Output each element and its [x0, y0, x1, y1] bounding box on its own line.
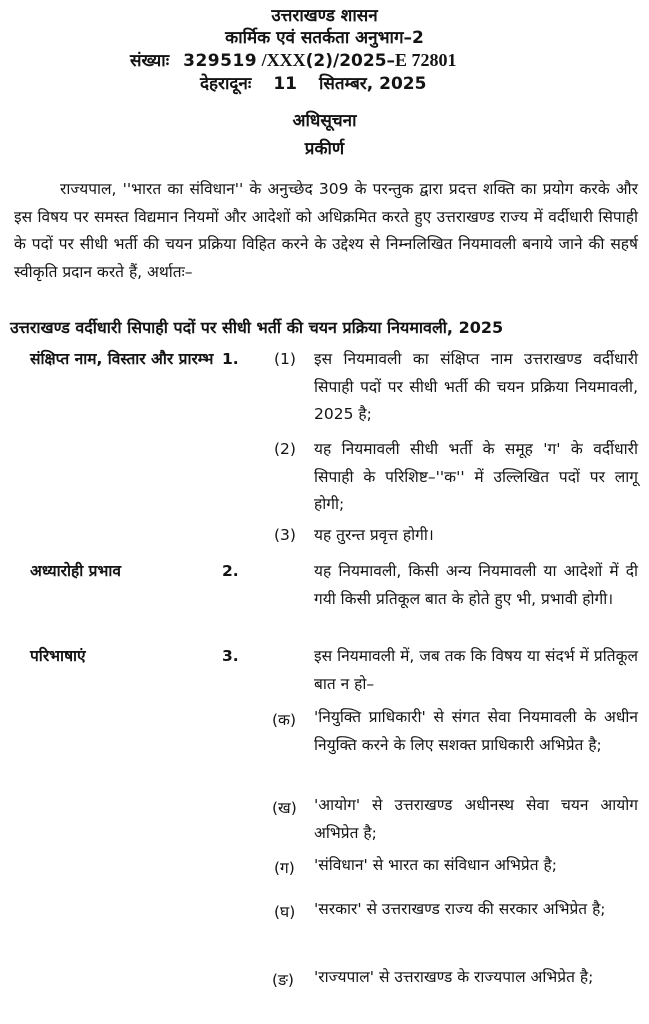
rule-2-text: यह नियमावली, किसी अन्य नियमावली या आदेशों में दी गयी किसी प्रतिकूल बात के होते हुए भी, प्रभावी होगी।: [314, 562, 638, 608]
definition-ka-text: 'नियुक्ति प्राधिकारी' से संगत सेवा नियमावली के अधीन नियुक्ति करने के लिए सशक्त प्राधिकारी अभिप्रेत है;: [314, 708, 638, 754]
definition-nga-text: 'राज्यपाल' से उत्तराखण्ड के राज्यपाल अभिप्रेत है;: [314, 968, 594, 986]
reference-series: XXX: [266, 50, 306, 70]
reference-slash: /: [257, 50, 267, 70]
rules-title: उत्तराखण्ड वर्दीधारी सिपाही पदों पर सीधी भर्ती की चयन प्रक्रिया नियमावली, 2025: [10, 318, 504, 337]
rule-2-number: 2.: [222, 562, 239, 580]
definition-ka-marker: (क): [272, 711, 296, 729]
reference-year: /2025–: [333, 51, 396, 71]
notification-subtitle: प्रकीर्ण: [304, 139, 345, 159]
rule-1-clause-3-marker: (3): [274, 526, 296, 544]
definition-kha-marker: (ख): [272, 799, 297, 817]
definition-kha-text: 'आयोग' से उत्तराखण्ड अधीनस्थ सेवा चयन आयोग अभिप्रेत है;: [314, 796, 638, 842]
definition-gha-text: 'सरकार' से उत्तराखण्ड राज्य की सरकार अभिप्रेत है;: [314, 900, 606, 918]
definition-nga-marker: (ङ): [272, 971, 294, 989]
reference-paren: (2): [305, 51, 334, 71]
government-name: उत्तराखण्ड शासन: [271, 6, 378, 26]
date-month-year: सितम्बर, 2025: [318, 74, 427, 94]
place-date: [200, 74, 500, 94]
rule-3-text: इस नियमावली में, जब तक कि विषय या संदर्भ में प्रतिकूल बात न हो–: [314, 647, 638, 693]
notification-title: अधिसूचना: [292, 111, 357, 131]
rule-1-clause-1-marker: (1): [274, 350, 296, 368]
rule-1-heading: संक्षिप्त नाम, विस्तार और प्रारम्भ: [30, 350, 214, 368]
rule-2-heading: अध्यारोही प्रभाव: [30, 562, 122, 580]
rule-1-clause-2-marker: (2): [274, 440, 296, 458]
intro-paragraph: राज्यपाल, ''भारत का संविधान'' के अनुच्छेद 309 के परन्तुक द्वारा प्रदत्त शक्ति का प्रयोग करके और इस विषय पर समस्त विद्यमान नियमों और आदेशों को अधिक्रमित करते हुए उत्तराखण्ड राज्य में वर्दीधारी सिपाही के पदों पर सीधी भर्ती की चयन प्रक्रिया विहित करने के उद्देश्य से निम्नलिखित नियमावली बनाये जाने की सहर्ष स्वीकृति प्रदान करते हैं, अर्थातः–: [14, 180, 638, 281]
rule-3-number: 3.: [222, 647, 239, 665]
definition-ga-text: 'संविधान' से भारत का संविधान अभिप्रेत है;: [314, 856, 557, 874]
reference-e-number: E 72801: [395, 50, 457, 70]
rule-1-clause-3-text: यह तुरन्त प्रवृत्त होगी।: [314, 526, 434, 544]
definition-ga-marker: (ग): [274, 859, 295, 877]
department-name: कार्मिक एवं सतर्कता अनुभाग–2: [225, 28, 424, 48]
rule-1-clause-2-text: यह नियमावली सीधी भर्ती के समूह 'ग' के वर्दीधारी सिपाही के परिशिष्ट–''क'' में उल्लिखित पदों पर लागू होगी;: [314, 440, 638, 513]
rule-1-clause-1-text: इस नियमावली का संक्षिप्त नाम उत्तराखण्ड वर्दीधारी सिपाही पदों पर सीधी भर्ती की चयन प्रक्रिया नियमावली, 2025 है;: [314, 350, 638, 423]
rule-3-heading: परिभाषाएं: [30, 647, 86, 665]
date-day: 11: [273, 74, 297, 94]
place-name: देहरादूनः: [200, 74, 252, 94]
reference-id: 329519: [183, 51, 258, 71]
reference-number: [130, 50, 530, 71]
rule-1-number: 1.: [222, 350, 239, 368]
definition-gha-marker: (घ): [274, 903, 296, 921]
reference-label: संख्याः: [130, 51, 170, 71]
